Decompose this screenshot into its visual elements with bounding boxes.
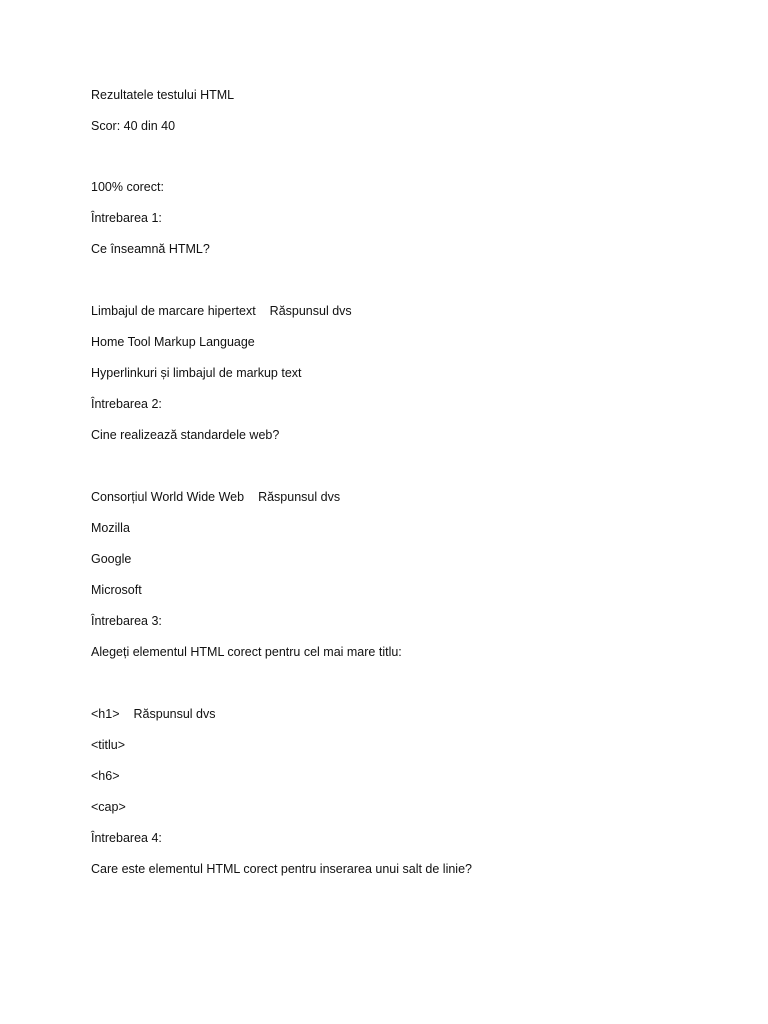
question-1-text: Ce înseamnă HTML? <box>91 242 210 256</box>
question-3-answer-2: <titlu> <box>91 738 126 752</box>
question-1-answer-2: Home Tool Markup Language <box>91 335 255 349</box>
question-3-label: Întrebarea 3: <box>91 614 162 628</box>
your-answer-tag: Răspunsul dvs <box>133 707 216 721</box>
answer-text: Limbajul de marcare hipertext <box>91 304 256 318</box>
question-4-label: Întrebarea 4: <box>91 831 162 845</box>
question-2-answer-3: Google <box>91 552 132 566</box>
score-text: Scor: 40 din 40 <box>91 119 176 133</box>
answer-text: Consorțiul World Wide Web <box>91 490 245 504</box>
document-title: Rezultatele testului HTML <box>91 88 235 102</box>
answer-text: <h1> <box>91 707 120 721</box>
question-3-answer-1 <box>91 706 216 722</box>
question-1-label: Întrebarea 1: <box>91 211 162 225</box>
question-3-answer-3: <h6> <box>91 769 120 783</box>
question-4-text: Care este elementul HTML corect pentru inserarea unui salt de linie? <box>91 862 472 876</box>
question-2-answer-4: Microsoft <box>91 583 142 597</box>
question-2-answer-1 <box>91 489 340 505</box>
question-1-answer-1 <box>91 303 352 319</box>
question-1-answer-3: Hyperlinkuri și limbajul de markup text <box>91 366 302 380</box>
question-2-answer-2: Mozilla <box>91 521 130 535</box>
question-3-text: Alegeți elementul HTML corect pentru cel mai mare titlu: <box>91 645 402 659</box>
percent-correct: 100% corect: <box>91 180 164 194</box>
question-2-label: Întrebarea 2: <box>91 397 162 411</box>
your-answer-tag: Răspunsul dvs <box>258 490 341 504</box>
question-3-answer-4: <cap> <box>91 800 126 814</box>
question-2-text: Cine realizează standardele web? <box>91 428 280 442</box>
your-answer-tag: Răspunsul dvs <box>269 304 352 318</box>
